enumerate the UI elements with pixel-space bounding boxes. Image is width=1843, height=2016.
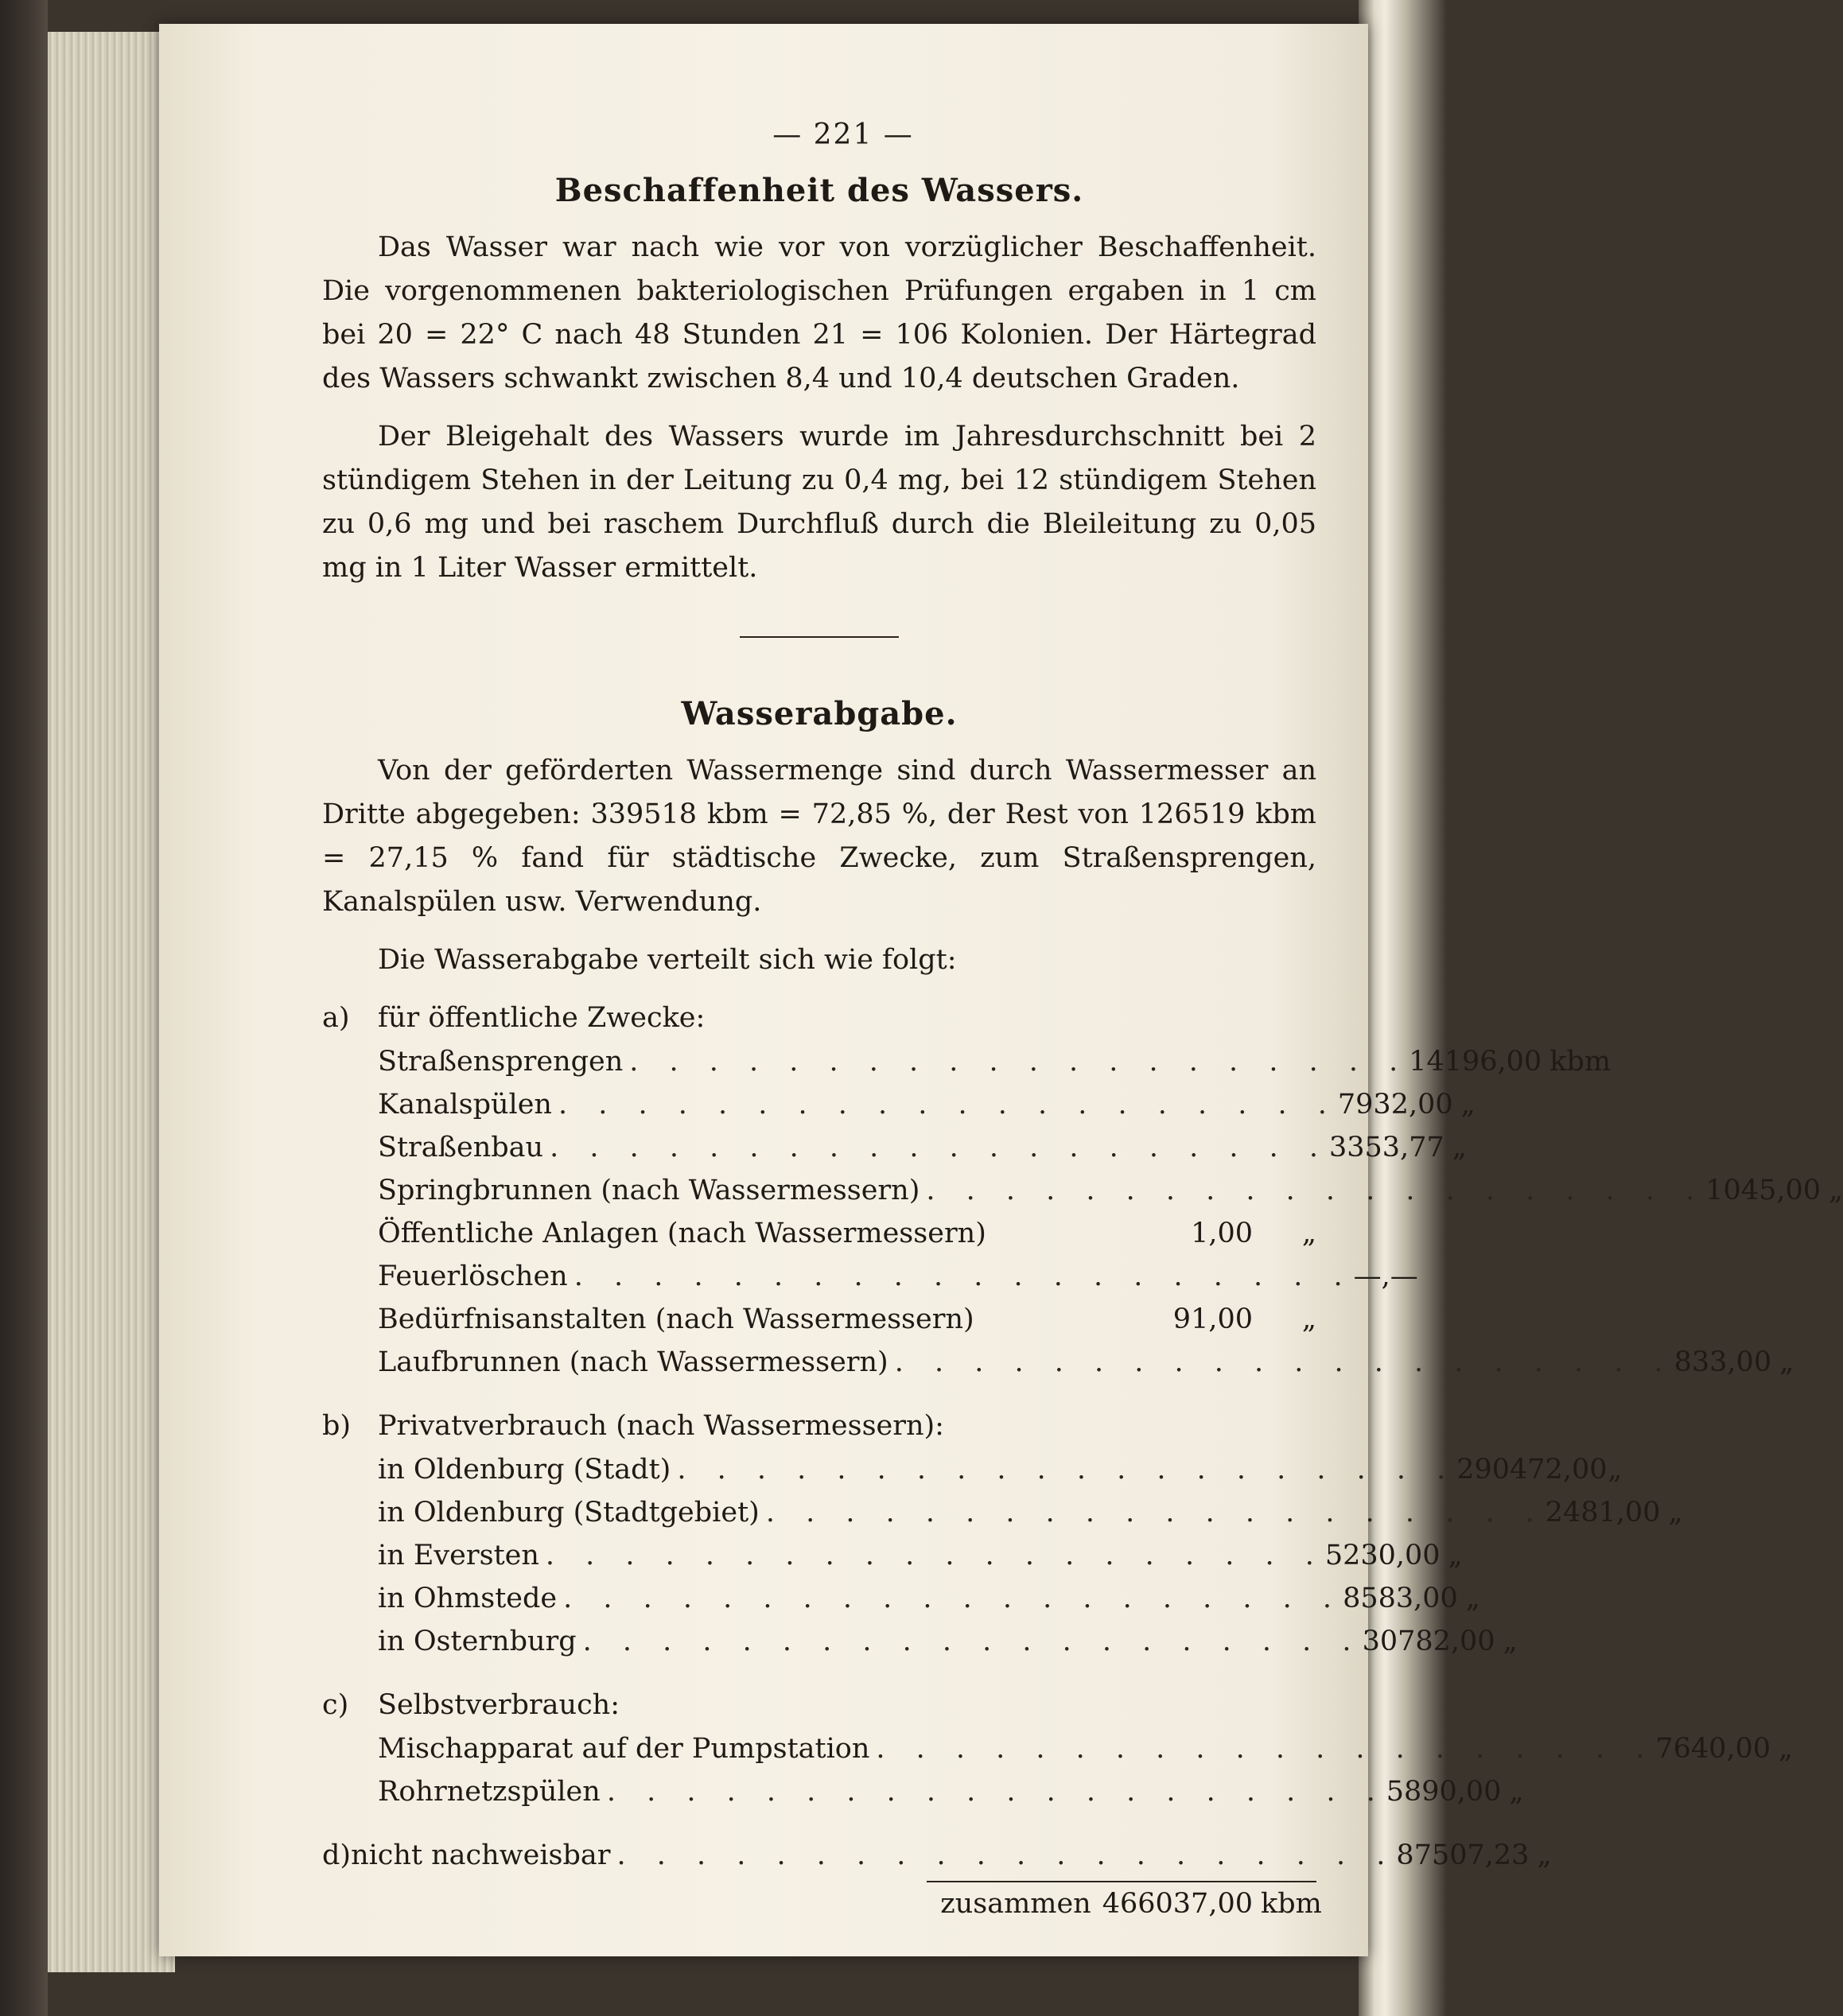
item-name: in Eversten	[378, 1540, 539, 1571]
item-value: 833,00	[1674, 1346, 1772, 1378]
item-value: 5230,00	[1324, 1540, 1441, 1571]
page-stack-edges	[48, 32, 175, 1972]
list-item	[322, 1255, 1418, 1298]
item-value: —,—	[1353, 1260, 1418, 1292]
book-cover-right	[1359, 0, 1446, 2016]
item-unit: „	[1668, 1497, 1683, 1529]
group-letter: a)	[322, 1002, 350, 1034]
leader-dots: . . . . . . . . . . . . . . . . . . . .	[606, 1776, 1386, 1808]
item-unit: „	[1509, 1776, 1524, 1808]
item-name: Rohrnetzspülen	[378, 1776, 601, 1808]
group-letter: d)	[322, 1839, 352, 1871]
spacer	[322, 1813, 1316, 1829]
item-name: Straßensprengen	[378, 1046, 624, 1078]
item-name: in Ohmstede	[378, 1583, 558, 1614]
item-value: 87507,23	[1396, 1839, 1530, 1871]
item-name: Straßenbau	[378, 1132, 544, 1163]
list-item	[322, 1212, 1316, 1255]
leader-dots: . . . . . . . . . . . . . . . . . . . .	[677, 1454, 1457, 1486]
item-name: Laufbrunnen (nach Wassermessern)	[378, 1346, 888, 1378]
leader-dots: . . . . . . . . . . . . . . . . . . . .	[545, 1540, 1325, 1571]
list-item	[322, 1040, 1612, 1083]
item-name: Bedürfnisanstalten (nach Wassermessern)	[378, 1303, 974, 1335]
list-item	[322, 1491, 1683, 1534]
list-item	[322, 1169, 1843, 1212]
item-unit: „	[1829, 1175, 1843, 1206]
total-value: 466037,00	[1102, 1888, 1253, 1920]
section-title-water-quality: Beschaffenheit des Wassers.	[554, 172, 1084, 209]
item-name: Mischapparat auf der Pumpstation	[378, 1733, 870, 1765]
list-item	[322, 1770, 1524, 1813]
leader-dots: . . . . . . . . . . . . . . . . . . . .	[616, 1839, 1397, 1871]
list-item	[322, 1083, 1476, 1126]
item-unit: „	[1301, 1303, 1316, 1335]
item-unit: „	[1608, 1454, 1623, 1486]
page-number: — 221 —	[772, 118, 914, 151]
group-letter: b)	[322, 1410, 352, 1442]
total-label: zusammen	[940, 1888, 1091, 1920]
item-name: nicht nachweisbar	[351, 1839, 611, 1871]
leader-dots: . . . . . . . . . . . . . . . . . . . .	[550, 1132, 1329, 1163]
item-value: 2481,00	[1545, 1497, 1661, 1529]
leader-dots: . . . . . . . . . . . . . . . . . . . .	[876, 1733, 1656, 1765]
leader-dots: . . . . . . . . . . . . . . . . . . . .	[558, 1089, 1338, 1121]
group-a-label	[322, 996, 1316, 1040]
item-name: in Oldenburg (Stadtgebiet)	[378, 1497, 760, 1529]
group-title: für öffentliche Zwecke:	[378, 1002, 706, 1034]
list-item	[322, 1727, 1794, 1770]
list-item	[322, 1577, 1480, 1620]
item-value: 1045,00	[1705, 1175, 1821, 1206]
list-item	[322, 1534, 1463, 1577]
item-unit: „	[1779, 1346, 1794, 1378]
group-c-label	[322, 1684, 1316, 1727]
item-value: 3353,77	[1329, 1132, 1444, 1163]
section-divider	[740, 636, 899, 638]
group-title: Privatverbrauch (nach Wassermessern):	[378, 1410, 944, 1442]
list-item	[322, 1448, 1623, 1491]
item-unit: kbm	[1549, 1046, 1612, 1078]
total-row	[322, 1882, 1322, 1925]
item-unit: „	[1779, 1733, 1794, 1765]
item-value: 14196,00	[1409, 1046, 1542, 1078]
total-unit: kbm	[1261, 1888, 1322, 1920]
item-unit: „	[1460, 1089, 1476, 1121]
item-value: 91,00	[1172, 1303, 1253, 1335]
spacer	[322, 1663, 1316, 1679]
item-value: 1,00	[1191, 1218, 1253, 1249]
item-name: Feuerlöschen	[378, 1260, 568, 1292]
item-name: in Osternburg	[378, 1626, 577, 1657]
item-unit: „	[1503, 1626, 1518, 1657]
list-item	[322, 1341, 1794, 1384]
spacer	[322, 1384, 1316, 1400]
item-unit: „	[1448, 1540, 1463, 1571]
list-item	[322, 1298, 1316, 1341]
item-unit: „	[1465, 1583, 1480, 1614]
item-value: 8583,00	[1343, 1583, 1458, 1614]
leader-dots: . . . . . . . . . . . . . . . . . . . .	[563, 1583, 1343, 1614]
group-letter: c)	[322, 1689, 349, 1721]
item-unit: „	[1537, 1839, 1552, 1871]
leader-dots: . . . . . . . . . . . . . . . . . . . .	[894, 1346, 1674, 1378]
leader-dots: . . . . . . . . . . . . . . . . . . . .	[582, 1626, 1363, 1657]
item-name: Öffentliche Anlagen (nach Wassermessern)	[378, 1218, 986, 1249]
group-d-row	[322, 1834, 1552, 1878]
group-b-label	[322, 1404, 1316, 1448]
item-name: in Oldenburg (Stadt)	[378, 1454, 671, 1486]
item-value: 7640,00	[1655, 1733, 1771, 1765]
item-value: 5890,00	[1386, 1776, 1502, 1808]
paragraph-distribution-intro: Die Wasserabgabe verteilt sich wie folgt:	[378, 944, 957, 976]
item-name: Kanalspülen	[378, 1089, 552, 1121]
page-content	[322, 103, 1843, 1925]
item-unit: „	[1301, 1218, 1316, 1249]
leader-dots: . . . . . . . . . . . . . . . . . . . .	[574, 1260, 1354, 1292]
leader-dots: . . . . . . . . . . . . . . . . . . . .	[765, 1497, 1546, 1529]
item-unit: „	[1452, 1132, 1467, 1163]
paragraph-lead-content: Der Bleigehalt des Wassers wurde im Jahresdurchschnitt bei 2 stündigem Stehen in der Leitung zu 0,4 mg, bei 12 stündigem Stehen zu 0,6 mg und bei raschem Durchfluß durch die Bleileitung zu 0,05 mg in 1 Liter Wasser ermittelt.	[322, 421, 1316, 584]
item-value: 30782,00	[1362, 1626, 1495, 1657]
item-value: 7932,00	[1337, 1089, 1453, 1121]
item-value: 290472,00	[1456, 1454, 1608, 1486]
list-item	[322, 1620, 1518, 1663]
book-cover-left	[0, 0, 48, 2016]
leader-dots: . . . . . . . . . . . . . . . . . . . .	[926, 1175, 1706, 1206]
paragraph-water-quality: Das Wasser war nach wie vor von vorzüglicher Beschaffenheit. Die vorgenommenen bakteriologischen Prüfungen ergaben in 1 cm bei 20 = 22° C nach 48 Stunden 21 = 106 Kolonien. Der Härtegrad des Wassers schwankt zwischen 8,4 und 10,4 deutschen Graden.	[322, 231, 1316, 394]
item-name: Springbrunnen (nach Wassermessern)	[378, 1175, 920, 1206]
section-title-water-supply: Wasserabgabe.	[681, 695, 958, 732]
leader-dots: . . . . . . . . . . . . . . . . . . . .	[629, 1046, 1409, 1078]
group-title: Selbstverbrauch:	[378, 1689, 620, 1721]
list-item	[322, 1126, 1467, 1169]
paragraph-water-supply: Von der geförderten Wassermenge sind durch Wassermesser an Dritte abgegeben: 339518 kbm = 72,85 %, der Rest von 126519 kbm = 27,15 % fand für städtische Zwecke, zum Straßensprengen, Kanalspülen usw. Verwendung.	[322, 755, 1316, 918]
